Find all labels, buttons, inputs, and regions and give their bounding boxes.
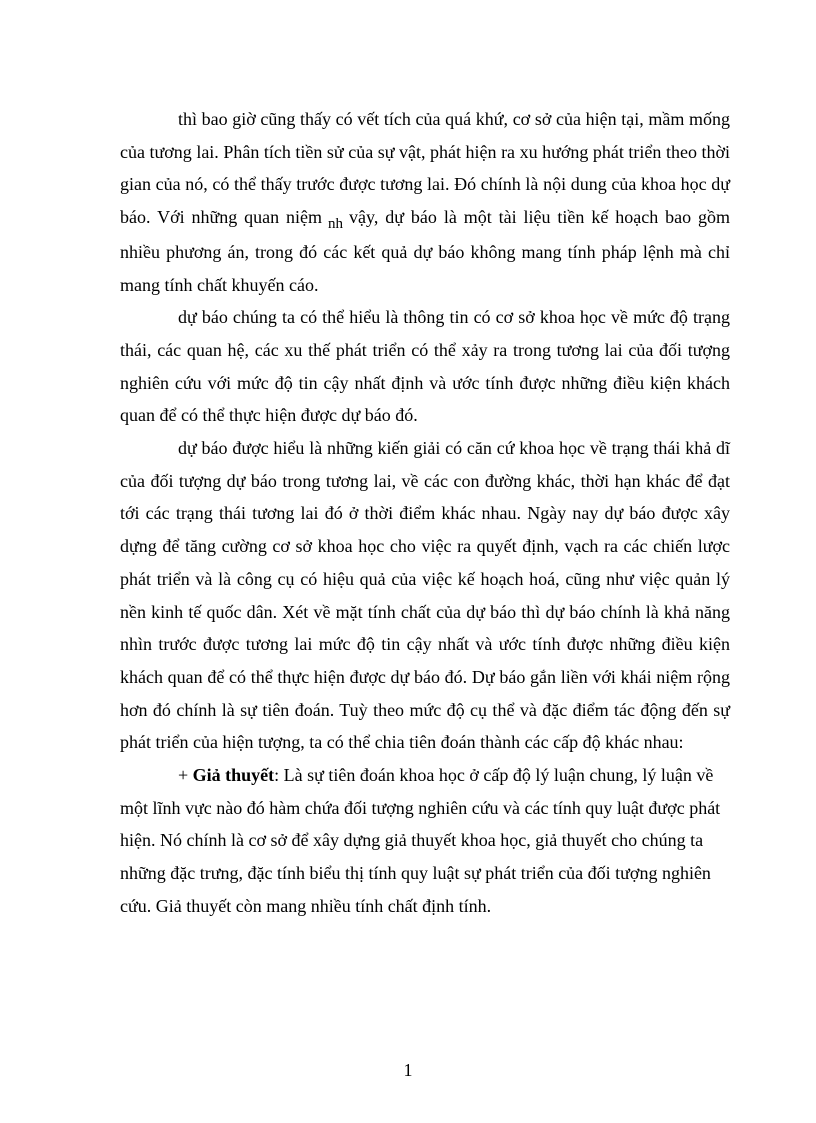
term-heading: Giả thuyết [192,765,275,786]
page-number: 1 [403,1060,413,1080]
paragraph-1-text-a: thì bao giờ cũng thấy có vết tích của quá khứ, cơ sở của hiện tại, mầm mống của tương lai. Phân tích tiền sử của sự vật, phát hiện ra xu hướng phát triển theo thời gian của nó, có thể thấy trước được tương lai. Đó chính là nội dung của khoa học dự báo. Với những quan niệm [120,109,730,228]
paragraph-1-fragment-nh: nh [328,216,344,233]
paragraph-3: dự báo được hiểu là những kiến giải có căn cứ khoa học về trạng thái khả dĩ của đối tượng dự báo trong tương lai, về các con đường khác, thời hạn khác để đạt tới các trạng thái tương lai đó ở thời điểm khác nhau. Ngày nay dự báo được xây dựng để tăng cường cơ sở khoa học cho việc ra quyết định, vạch ra các chiến lược phát triển và là công cụ có hiệu quả của việc kế hoạch hoá, cũng như việc quản lý nền kinh tế quốc dân. Xét về mặt tính chất của dự báo thì dự báo chính là khả năng nhìn trước được tương lai mức độ tin cậy nhất và ước tính được những điều kiện khách quan để có thể thực hiện được dự báo đó. Dự báo gắn liền với khái niệm rộng hơn đó chính là sự tiên đoán. Tuỳ theo mức độ cụ thể và đặc điểm tác động đến sự phát triển của hiện tượng, ta có thể chia tiên đoán thành các cấp độ khác nhau: [120,438,730,753]
paragraph-1-text-b: vậy, dự báo là một tài liệu tiền kế hoạch bao gồm nhiều phương án, trong đó các kết quả dự báo không mang tính pháp lệnh mà chỉ mang tính chất khuyến cáo. [120,207,730,295]
paragraph-2: dự báo chúng ta có thể hiểu là thông tin có cơ sở khoa học về mức độ trạng thái, các quan hệ, các xu thế phát triển có thể xảy ra trong tương lai của đối tượng nghiên cứu với mức độ tin cậy nhất định và ước tính được những điều kiện khách quan để có thể thực hiện được dự báo đó. [120,307,730,426]
paragraph-hypothesis [120,759,730,923]
paragraph-1 [120,103,730,301]
document-body [120,103,730,923]
bullet-prefix: + [178,765,193,786]
term-definition: : Là sự tiên đoán khoa học ở cấp độ lý luận chung, lý luận về một lĩnh vực nào đó hàm chứa đối tượng nghiên cứu và các tính quy luật được phát hiện. Nó chính là cơ sở để xây dựng giả thuyết khoa học, giả thuyết cho chúng ta những đặc trưng, đặc tính biểu thị tính quy luật sự phát triển của đối tượng nghiên cứu. Giả thuyết còn mang nhiều tính chất định tính. [120,765,721,916]
